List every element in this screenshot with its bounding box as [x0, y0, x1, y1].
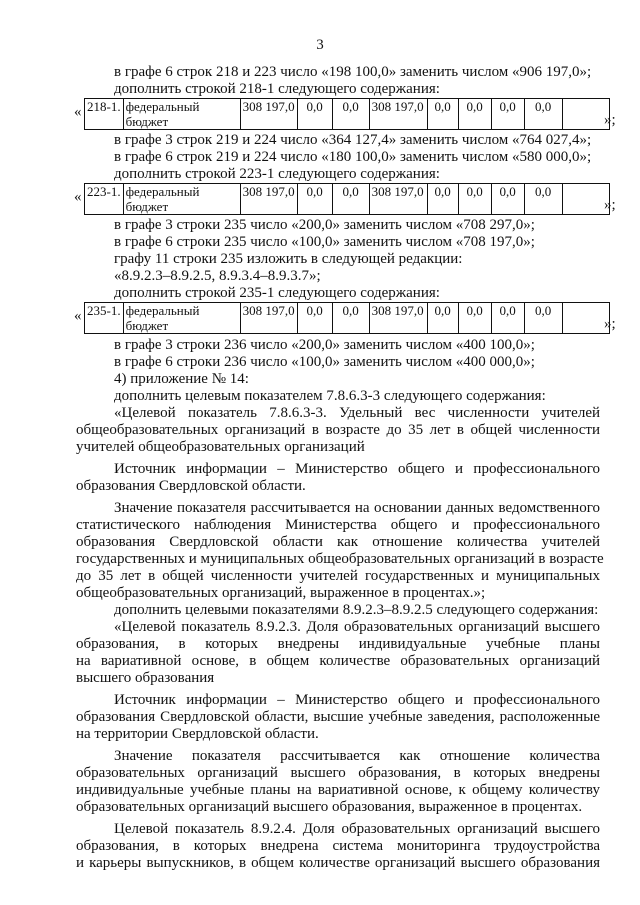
- text-line: дополнить целевым показателем 7.8.6.3-3 следующего содержания:: [114, 388, 546, 404]
- open-quote: «: [74, 189, 82, 205]
- paragraph-line: Значение показателя рассчитывается как отношение количества: [114, 748, 600, 764]
- value-cell: 0,0: [427, 303, 458, 334]
- close-quote: »;: [604, 197, 616, 213]
- paragraph-line: высшего образования: [76, 670, 215, 686]
- value-cell: 0,0: [332, 303, 369, 334]
- open-quote: «: [74, 104, 82, 120]
- paragraph-line: Источник информации – Министерство общего и профессионального: [114, 461, 600, 477]
- paragraph-line: образования, в которых внедрены индивидуальные учебные планы: [76, 636, 600, 652]
- value-cell: 0,0: [332, 184, 369, 215]
- value-cell: 0,0: [427, 99, 458, 130]
- text-line: дополнить целевыми показателями 8.9.2.3–8.9.2.5 следующего содержания:: [114, 602, 599, 618]
- paragraph-line: статистического наблюдения Министерства общего и профессионального: [76, 517, 600, 533]
- value-cell: 308 197,0: [240, 99, 297, 130]
- text-line: графу 11 строки 235 изложить в следующей редакции:: [114, 251, 463, 267]
- paragraph-line: до 35 лет в общей численности учителей государственных и муниципальных: [76, 568, 600, 584]
- value-cell: [562, 303, 609, 334]
- paragraph-line: образования, в которых внедрена система мониторинга трудоустройства: [76, 838, 600, 854]
- paragraph-line: и карьеры выпускников, в общем количестве организаций высшего образования: [76, 855, 600, 871]
- table-row-218-1: [72, 98, 640, 132]
- text-line: в графе 6 строк 219 и 224 число «180 100,0» заменить числом «580 000,0»;: [114, 149, 592, 165]
- text-line: в графе 6 строки 235 число «100,0» заменить числом «708 197,0»;: [114, 234, 535, 250]
- row-id-cell: 218-1.: [85, 99, 124, 130]
- paragraph-line: Источник информации – Министерство общего и профессионального: [114, 692, 600, 708]
- close-quote: »;: [604, 112, 616, 128]
- paragraph-line: Значение показателя рассчитывается на основании данных ведомственного: [114, 500, 600, 516]
- label-cell: федеральный бюджет: [123, 99, 240, 130]
- paragraph-line: общеобразовательных организаций, выраженное в процентах.»;: [76, 585, 486, 601]
- row-id-cell: 223-1.: [85, 184, 124, 215]
- text-line: в графе 6 строк 218 и 223 число «198 100,0» заменить числом «906 197,0»;: [114, 64, 592, 80]
- row-id-cell: 235-1.: [85, 303, 124, 334]
- paragraph-line: «Целевой показатель 7.8.6.3-3. Удельный вес численности учителей: [114, 405, 600, 421]
- text-line: «8.9.2.3–8.9.2.5, 8.9.3.4–8.9.3.7»;: [114, 268, 321, 284]
- open-quote: «: [74, 308, 82, 324]
- close-quote: »;: [604, 316, 616, 332]
- text-line: в графе 3 строки 236 число «200,0» заменить числом «400 100,0»;: [114, 337, 535, 353]
- table-row-235-1: [72, 302, 640, 336]
- value-cell: 0,0: [491, 303, 524, 334]
- paragraph-line: на вариативной основе, в общем количестве образовательных организаций: [76, 653, 600, 669]
- text-line: в графе 3 строки 235 число «200,0» заменить числом «708 297,0»;: [114, 217, 535, 233]
- value-cell: 308 197,0: [369, 184, 427, 215]
- data-table: [84, 183, 610, 215]
- value-cell: 0,0: [427, 184, 458, 215]
- value-cell: 308 197,0: [240, 184, 297, 215]
- paragraph-line: образования Свердловской области.: [76, 478, 306, 494]
- value-cell: 0,0: [524, 303, 562, 334]
- value-cell: 0,0: [491, 99, 524, 130]
- value-cell: 308 197,0: [369, 99, 427, 130]
- value-cell: 0,0: [458, 303, 491, 334]
- text-line: 4) приложение № 14:: [114, 371, 249, 387]
- value-cell: 308 197,0: [240, 303, 297, 334]
- paragraph-line: образования Свердловской области как отношение количества учителей: [76, 534, 600, 550]
- paragraph-line: образовательных организаций высшего образования, в которых внедрены: [76, 765, 600, 781]
- table-row-223-1: [72, 183, 640, 217]
- text-line: дополнить строкой 223-1 следующего содержания:: [114, 166, 440, 182]
- paragraph-line: общеобразовательных организаций в возрасте до 35 лет в общей численности: [76, 422, 600, 438]
- value-cell: 0,0: [458, 99, 491, 130]
- paragraph-line: Целевой показатель 8.9.2.4. Доля образовательных организаций высшего: [114, 821, 600, 837]
- value-cell: 0,0: [297, 99, 332, 130]
- value-cell: 0,0: [491, 184, 524, 215]
- value-cell: 0,0: [524, 184, 562, 215]
- value-cell: 0,0: [524, 99, 562, 130]
- paragraph-line: учителей общеобразовательных организаций: [76, 439, 365, 455]
- value-cell: 0,0: [458, 184, 491, 215]
- text-line: в графе 3 строк 219 и 224 число «364 127,4» заменить числом «764 027,4»;: [114, 132, 592, 148]
- value-cell: [562, 99, 609, 130]
- text-line: дополнить строкой 235-1 следующего содержания:: [114, 285, 440, 301]
- data-table: [84, 98, 610, 130]
- value-cell: 308 197,0: [369, 303, 427, 334]
- paragraph-line: государственных и муниципальных общеобразовательных организаций в возрасте: [76, 551, 604, 567]
- value-cell: [562, 184, 609, 215]
- paragraph-line: образования Свердловской области, высшие учебные заведения, расположенные: [76, 709, 600, 725]
- paragraph-line: индивидуальные учебные планы на вариативной основе, к общему количеству: [76, 782, 600, 798]
- paragraph-line: образовательных организаций высшего образования, выраженное в процентах.: [76, 799, 583, 815]
- text-line: дополнить строкой 218-1 следующего содержания:: [114, 81, 440, 97]
- label-cell: федеральный бюджет: [123, 303, 240, 334]
- paragraph-line: «Целевой показатель 8.9.2.3. Доля образовательных организаций высшего: [114, 619, 600, 635]
- data-table: [84, 302, 610, 334]
- value-cell: 0,0: [297, 184, 332, 215]
- label-cell: федеральный бюджет: [123, 184, 240, 215]
- value-cell: 0,0: [332, 99, 369, 130]
- paragraph-line: на территории Свердловской области.: [76, 726, 319, 742]
- text-line: в графе 6 строки 236 число «100,0» заменить числом «400 000,0»;: [114, 354, 535, 370]
- page-number: 3: [316, 37, 324, 53]
- value-cell: 0,0: [297, 303, 332, 334]
